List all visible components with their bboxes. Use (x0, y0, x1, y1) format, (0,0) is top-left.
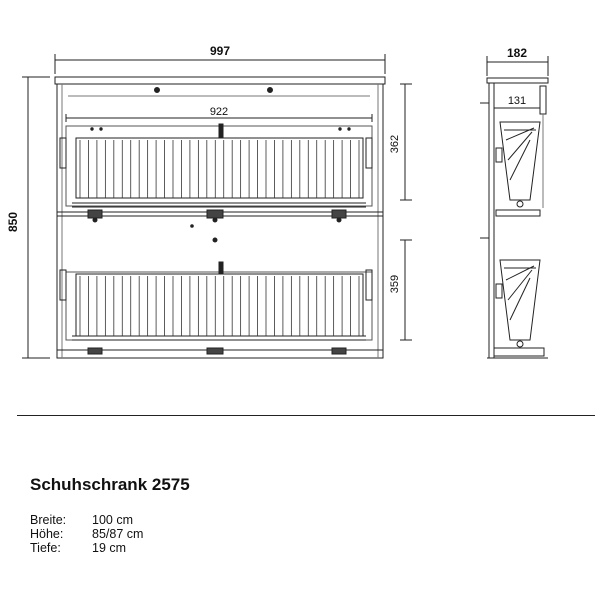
upper-basket-slats (80, 140, 359, 198)
spec-value: 100 cm (92, 513, 133, 527)
spec-row-height (30, 527, 143, 541)
inner-width-label: 922 (209, 106, 229, 118)
product-title: Schuhschrank 2575 (30, 475, 190, 494)
spec-label: Tiefe: (30, 541, 61, 555)
section-divider (17, 415, 595, 416)
spec-row-width (30, 513, 143, 527)
spec-list (30, 513, 143, 555)
depth-top-label: 182 (506, 46, 528, 60)
spec-label: Höhe: (30, 527, 64, 541)
lower-compartment-label: 359 (389, 274, 401, 294)
spec-value: 85/87 cm (92, 527, 144, 541)
spec-label: Breite: (30, 513, 67, 527)
spec-value: 19 cm (92, 541, 127, 555)
front-view (22, 54, 412, 358)
spec-row-depth (30, 541, 143, 555)
width-top-label: 997 (209, 44, 231, 58)
height-label: 850 (6, 211, 20, 233)
upper-compartment-label: 362 (389, 134, 401, 154)
depth-inner-label: 131 (507, 95, 527, 107)
lower-basket-slats (80, 276, 359, 336)
